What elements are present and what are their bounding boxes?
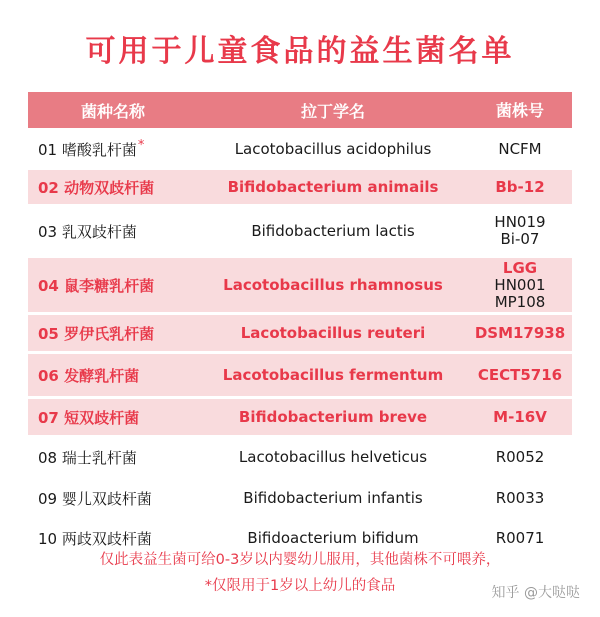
strain-id: MP108 xyxy=(494,292,546,311)
strain-id: HN001 xyxy=(494,275,546,294)
species-name xyxy=(28,447,198,468)
strain-id: Bi-07 xyxy=(500,230,540,248)
strain-id: DSM17938 xyxy=(474,323,566,342)
strain-id: Bb-12 xyxy=(495,177,545,196)
species-name-text: 03 乳双歧杆菌 xyxy=(38,222,137,241)
footnote-star: * xyxy=(137,138,145,153)
strain-cell xyxy=(468,179,572,196)
table-row xyxy=(28,170,572,204)
species-name-text: 07 短双歧杆菌 xyxy=(38,408,140,427)
strain-id: CECT5716 xyxy=(477,365,563,384)
strain-cell xyxy=(468,141,572,158)
table-row xyxy=(28,399,572,435)
latin-name: Lacotobacillus fermentum xyxy=(222,366,444,384)
strain-cell xyxy=(468,449,572,466)
strain-id: M-16V xyxy=(493,407,547,426)
footnote-line-1: 仅此表益生菌可给0-3岁以内婴幼儿服用，其他菌株不可喂养， xyxy=(99,552,501,568)
table-row xyxy=(28,438,572,476)
species-name xyxy=(28,177,198,198)
strain-id: R0033 xyxy=(495,488,545,507)
strain-id: HN019 xyxy=(494,213,546,231)
latin-name: Bifidoacterium bifidum xyxy=(247,529,419,547)
strain-id: LGG xyxy=(502,258,538,277)
species-name-text: 08 瑞士乳杆菌 xyxy=(38,448,137,467)
species-name xyxy=(28,528,198,549)
strain-id: R0052 xyxy=(495,447,545,466)
strain-cell xyxy=(468,409,572,426)
table-row xyxy=(28,207,572,255)
latin-name: Bifidobacterium lactis xyxy=(251,222,415,240)
species-name xyxy=(28,323,198,344)
page-title: 可用于儿童食品的益生菌名单 xyxy=(85,34,515,69)
latin-name: Lacotobacillus helveticus xyxy=(238,448,428,466)
strain-cell xyxy=(468,367,572,384)
table-header xyxy=(28,92,572,128)
header-species: 菌种名称 xyxy=(80,101,145,121)
strain-cell xyxy=(468,260,572,311)
table-row xyxy=(28,479,572,517)
latin-name: Lacotobacillus rhamnosus xyxy=(223,276,443,294)
latin-name: Bifidobacterium breve xyxy=(238,408,428,426)
strain-cell xyxy=(468,325,572,342)
latin-name: Bifidobacterium infantis xyxy=(243,489,423,507)
species-name xyxy=(28,138,198,160)
strain-cell xyxy=(468,490,572,507)
strain-id: NCFM xyxy=(498,139,542,158)
species-name xyxy=(28,488,198,509)
header-latin: 拉丁学名 xyxy=(300,101,365,121)
species-name-text: 09 婴儿双歧杆菌 xyxy=(38,489,152,508)
header-strain: 菌株号 xyxy=(495,100,544,120)
footnote-line-2: *仅限用于1岁以上幼儿的食品 xyxy=(204,578,396,594)
strain-id: R0071 xyxy=(495,528,545,547)
table-row xyxy=(28,258,572,312)
species-name xyxy=(28,365,198,386)
species-name-text: 01 嗜酸乳杆菌 xyxy=(38,141,137,159)
latin-name: Lacotobacillus acidophilus xyxy=(234,140,432,158)
watermark: 知乎 @大哒哒 xyxy=(491,585,580,601)
species-name xyxy=(28,407,198,428)
table-body xyxy=(28,131,572,556)
table-row xyxy=(28,354,572,396)
species-name xyxy=(28,275,198,296)
species-name-text: 05 罗伊氏乳杆菌 xyxy=(38,324,155,343)
latin-name: Lacotobacillus reuteri xyxy=(240,324,426,342)
strain-cell xyxy=(468,214,572,248)
species-name-text: 02 动物双歧杆菌 xyxy=(38,178,155,197)
table-row xyxy=(28,315,572,351)
strain-cell xyxy=(468,530,572,547)
latin-name: Bifidobacterium animails xyxy=(227,178,439,196)
species-name-text: 06 发酵乳杆菌 xyxy=(38,366,140,385)
table-row xyxy=(28,131,572,167)
species-name-text: 04 鼠李糖乳杆菌 xyxy=(38,276,155,295)
species-name-text: 10 两歧双歧杆菌 xyxy=(38,529,152,548)
species-name xyxy=(28,221,198,242)
probiotic-table xyxy=(28,92,572,556)
